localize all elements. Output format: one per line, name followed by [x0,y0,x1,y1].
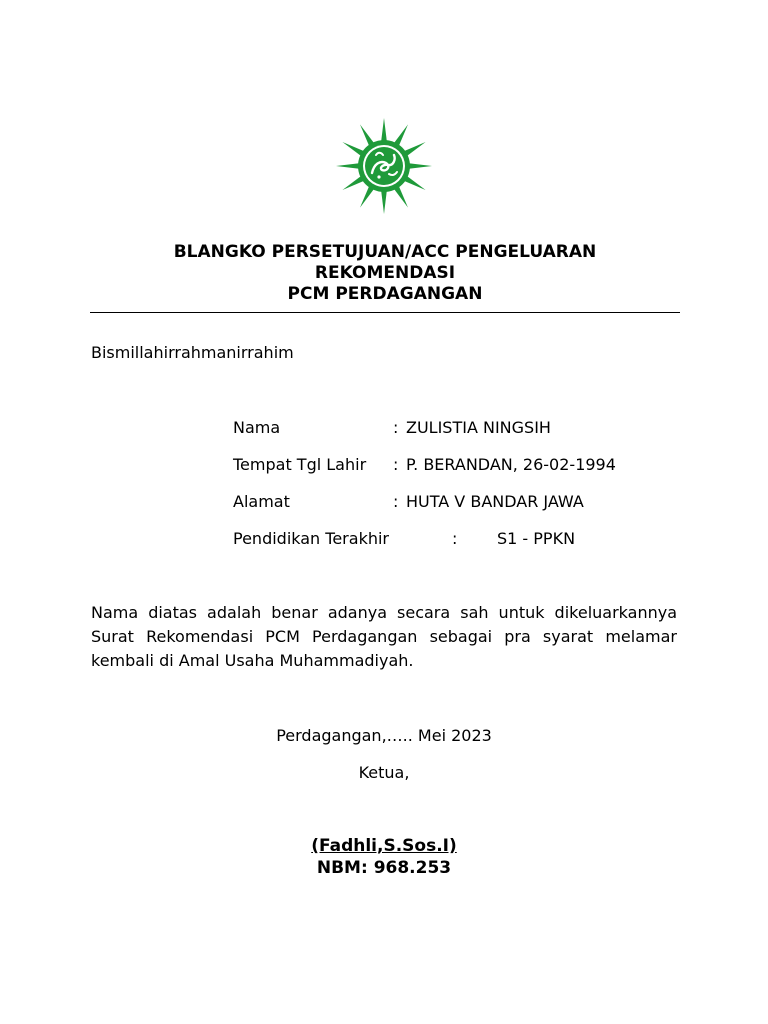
field-value-nama: ZULISTIA NINGSIH [406,418,551,437]
field-label-nama: Nama [233,418,281,437]
field-value-pendidikan-terakhir: S1 - PPKN [497,529,576,548]
field-value-tempat-tgl-lahir: P. BERANDAN, 26-02-1994 [406,455,616,474]
statement-paragraph: Nama diatas adalah benar adanya secara sah untuk dikeluarkannya Surat Rekomendasi PCM Perdagangan sebagai pra syarat melamar kembali di Amal Usaha Muhammadiyah. [91,603,677,670]
sun-ray-4 [408,163,432,169]
opening-text: Bismillahirrahmanirrahim [91,343,294,362]
document-title-line-3: PCM PERDAGANGAN [287,284,483,304]
place-date: Perdagangan,….. Mei 2023 [276,726,492,745]
field-label-alamat: Alamat [233,492,290,511]
sun-ray-10 [336,163,360,169]
field-colon-pendidikan-terakhir: : [452,529,458,548]
document-title-line-1: BLANGKO PERSETUJUAN/ACC PENGELUARAN [173,242,597,262]
signer-name: (Fadhli,S.Sos.I) [311,836,457,856]
muhammadiyah-sun-emblem-icon [334,116,434,216]
title-divider [90,312,680,313]
sun-ray-1 [381,118,387,142]
signer-nbm: NBM: 968.253 [316,858,452,878]
signer-position: Ketua, [358,763,410,782]
field-value-alamat: HUTA V BANDAR JAWA [406,492,584,511]
field-colon-tempat-tgl-lahir: : [393,455,399,474]
sun-ray-7 [381,190,387,214]
field-label-pendidikan-terakhir: Pendidikan Terakhir [233,529,389,548]
field-colon-alamat: : [393,492,399,511]
document-title-line-2: REKOMENDASI [314,263,456,283]
field-colon-nama: : [393,418,399,437]
field-label-tempat-tgl-lahir: Tempat Tgl Lahir [233,455,367,474]
